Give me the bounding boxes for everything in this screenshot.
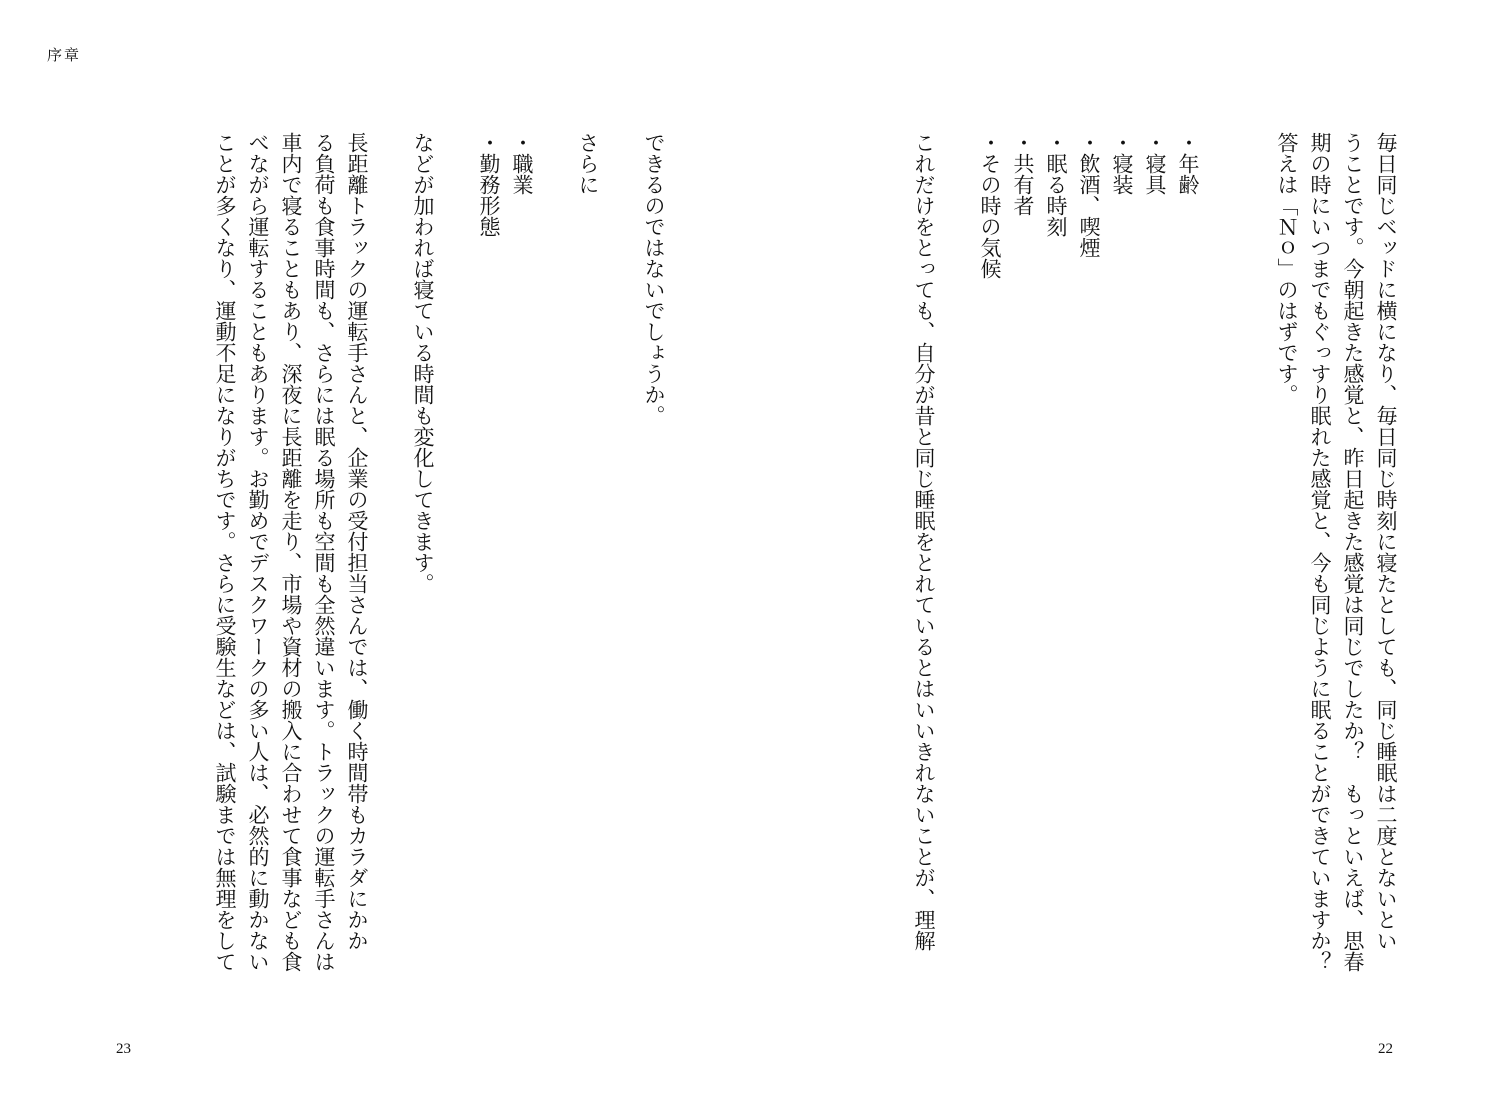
spacer — [538, 132, 571, 153]
spacer — [940, 132, 973, 153]
text-line: さらに — [576, 132, 600, 195]
spacer — [604, 132, 637, 153]
text-line: できるのではないでしょうか。 — [642, 132, 666, 426]
list-item: ・職業 — [510, 132, 534, 195]
page-22-body — [682, 132, 1402, 1032]
text-line: 車内で寝ることもあり、深夜に長距離を走り、市場や資材の搬入に合わせて食事なども食 — [279, 132, 303, 972]
spacer — [373, 132, 406, 153]
page-23-body — [110, 132, 670, 1032]
text-line: などが加われば寝ている時間も変化してきます。 — [411, 132, 435, 594]
list-item: ・年齢 — [1176, 132, 1200, 195]
text-line: 答えは「Ｎｏ」のはずです。 — [1275, 132, 1299, 405]
text-line: べながら運転することもあります。お勤めでデスクワークの多い人は、必然的に動かない — [246, 132, 270, 972]
text-line: これだけをとっても、自分が昔と同じ睡眠をとれているとはいいきれないことが、理解 — [912, 132, 936, 951]
spacer — [1204, 132, 1237, 153]
text-line: ことが多くなり、運動不足になりがちです。さらに受験生などは、試験までは無理をして — [213, 132, 237, 972]
list-item: ・勤務形態 — [477, 132, 501, 237]
text-line: うことです。今朝起きた感覚と、昨日起きた感覚は同じでしたか？ もっといえば、思春 — [1341, 132, 1365, 972]
list-item: ・飲酒、喫煙 — [1077, 132, 1101, 258]
list-item: ・眠る時刻 — [1044, 132, 1068, 237]
text-line: 長距離トラックの運転手さんと、企業の受付担当さんでは、働く時間帯もカラダにかか — [345, 132, 369, 951]
list-item: ・共有者 — [1011, 132, 1035, 216]
text-line: る負荷も食事時間も、さらには眠る場所も空間も全然違います。トラックの運転手さんは — [312, 132, 336, 972]
list-item: ・その時の気候 — [978, 132, 1002, 279]
page-number-right: 22 — [1378, 1041, 1393, 1057]
text-line: 期の時にいつまでもぐっすり眠れた感覚と、今も同じように眠ることができていますか？ — [1308, 132, 1332, 972]
spacer — [439, 132, 472, 153]
page-number-left: 23 — [116, 1041, 131, 1057]
spacer — [1237, 132, 1270, 153]
list-item: ・寝具 — [1143, 132, 1167, 195]
text-line: 毎日同じベッドに横になり、毎日同じ時刻に寝たとしても、同じ睡眠は二度とないとい — [1374, 132, 1398, 951]
list-item: ・寝装 — [1110, 132, 1134, 195]
running-head-chapter: 序章 — [47, 46, 82, 64]
